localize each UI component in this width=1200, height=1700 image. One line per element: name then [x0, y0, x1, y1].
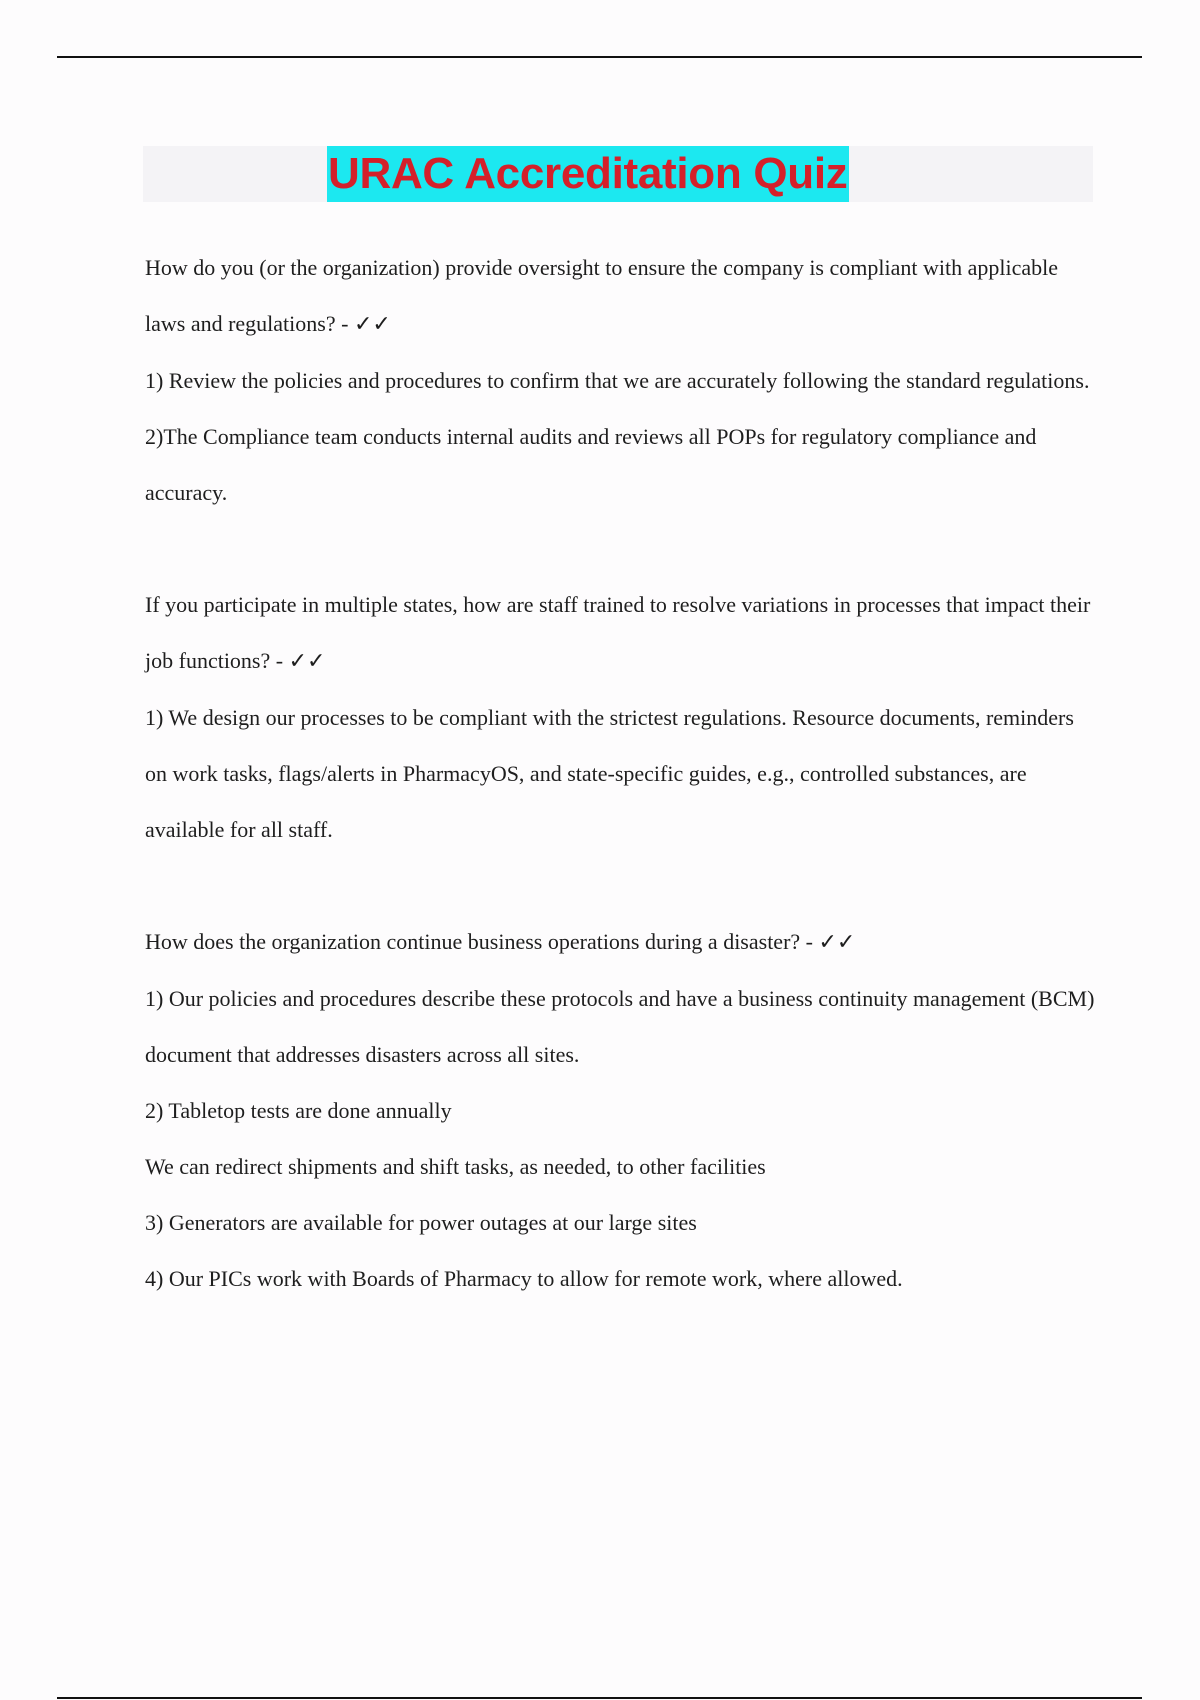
page-title: URAC Accreditation Quiz — [327, 146, 849, 202]
answer-3-2: 2) Tabletop tests are done annually — [145, 1098, 452, 1123]
question-text: How do you (or the organization) provide oversight to ensure the company is compliant with applicable laws and regulations? - — [145, 255, 1058, 336]
check-mark-icon: ✓✓ — [818, 930, 856, 955]
spacer — [145, 858, 1095, 914]
quiz-content — [145, 240, 1095, 1307]
answer-3-5: 4) Our PICs work with Boards of Pharmacy to allow for remote work, where allowed. — [145, 1266, 903, 1291]
question-text: If you participate in multiple states, how are staff trained to resolve variations in processes that impact their job functions? - — [145, 592, 1091, 673]
spacer — [145, 521, 1095, 577]
qa-block-3 — [145, 914, 1095, 1307]
answer-3-4: 3) Generators are available for power outages at our large sites — [145, 1210, 697, 1235]
answer-1-2: 2)The Compliance team conducts internal audits and reviews all POPs for regulatory compliance and accuracy. — [145, 424, 1037, 505]
answer-3-3: We can redirect shipments and shift tasks, as needed, to other facilities — [145, 1154, 766, 1179]
question-text: How does the organization continue business operations during a disaster? - — [145, 929, 813, 954]
qa-block-2 — [145, 577, 1095, 858]
answer-2-1: 1) We design our processes to be compliant with the strictest regulations. Resource documents, reminders on work tasks, flags/alerts in PharmacyOS, and state-specific guides, e.g., controlled substances, are available for all staff. — [145, 705, 1074, 842]
question-1 — [145, 240, 1095, 353]
bottom-rule — [57, 1697, 1142, 1699]
question-2 — [145, 577, 1095, 690]
answer-1-1: 1) Review the policies and procedures to confirm that we are accurately following the standard regulations. — [145, 368, 1090, 393]
top-rule — [57, 56, 1142, 58]
question-3 — [145, 914, 1095, 971]
check-mark-icon: ✓✓ — [353, 312, 391, 337]
answer-3-1: 1) Our policies and procedures describe these protocols and have a business continuity management (BCM) document that addresses disasters across all sites. — [145, 986, 1095, 1067]
check-mark-icon: ✓✓ — [288, 649, 326, 674]
qa-block-1 — [145, 240, 1095, 521]
